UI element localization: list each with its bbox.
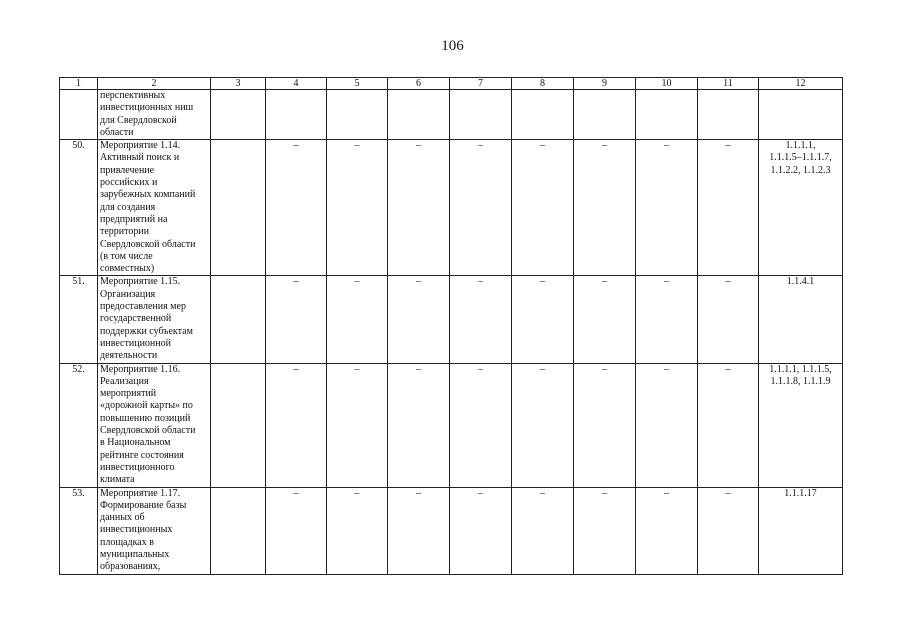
ref-line: 1.1.1.17 xyxy=(784,487,817,499)
table-row xyxy=(60,90,843,140)
measure-name-line: для Свердловской xyxy=(100,114,177,126)
target-indicator-refs xyxy=(759,140,843,276)
measure-name-line: для создания xyxy=(100,201,156,213)
measure-name-line: деятельности xyxy=(100,350,158,362)
measure-name-line: инвестиционной xyxy=(100,337,171,349)
cell-col-6: – xyxy=(388,276,450,363)
measure-name xyxy=(98,90,211,140)
ref-line: 1.1.1.1, xyxy=(785,140,816,152)
cell-col-6 xyxy=(388,90,450,140)
cell-col-6: – xyxy=(388,363,450,487)
measure-name-line: перспективных xyxy=(100,90,166,101)
cell-col-4: – xyxy=(266,140,327,276)
cell-col-9: – xyxy=(574,276,636,363)
measure-name-line: образованиях, xyxy=(100,561,161,573)
target-indicator-refs xyxy=(759,363,843,487)
measure-name-line: привлечение xyxy=(100,164,155,176)
measure-name-line: государственной xyxy=(100,313,172,325)
cell-col-10 xyxy=(636,90,698,140)
cell-col-11 xyxy=(698,90,759,140)
cell-col-7: – xyxy=(450,363,512,487)
measure-name-line: инвестиционных ниш xyxy=(100,102,194,114)
ref-line: 1.1.1.1, 1.1.1.5, xyxy=(769,363,832,375)
measures-table xyxy=(59,77,843,575)
table-row xyxy=(60,363,843,487)
table-body xyxy=(60,90,843,575)
cell-col-9: – xyxy=(574,363,636,487)
measure-name-line: области xyxy=(100,126,134,138)
measure-name-line: Мероприятие 1.17. xyxy=(100,487,181,499)
measure-name-line: повышению позиций xyxy=(100,412,191,424)
measure-name-line: Свердловской области xyxy=(100,425,196,437)
measure-name-line: данных об xyxy=(100,512,145,524)
target-indicator-refs xyxy=(759,276,843,363)
row-number: 53. xyxy=(60,487,98,574)
cell-col-9: – xyxy=(574,487,636,574)
measure-name-line: поддержки субъектам xyxy=(100,325,193,337)
table-row xyxy=(60,487,843,574)
cell-col-7: – xyxy=(450,487,512,574)
cell-col-3 xyxy=(211,90,266,140)
cell-col-8: – xyxy=(512,363,574,487)
column-header: 10 xyxy=(636,78,698,90)
column-header: 8 xyxy=(512,78,574,90)
measure-name-line: Мероприятие 1.16. xyxy=(100,363,181,375)
cell-col-6: – xyxy=(388,140,450,276)
cell-col-3 xyxy=(211,140,266,276)
measure-name xyxy=(98,487,211,574)
cell-col-11: – xyxy=(698,276,759,363)
row-number: 51. xyxy=(60,276,98,363)
measure-name-line: Реализация xyxy=(100,375,149,387)
ref-line: 1.1.1.8, 1.1.1.9 xyxy=(770,375,831,387)
cell-col-5: – xyxy=(327,487,388,574)
ref-line: 1.1.4.1 xyxy=(786,276,815,288)
cell-col-11: – xyxy=(698,363,759,487)
cell-col-11: – xyxy=(698,487,759,574)
cell-col-8: – xyxy=(512,276,574,363)
measure-name-line: мероприятий xyxy=(100,388,157,400)
row-number xyxy=(60,90,98,140)
cell-col-8 xyxy=(512,90,574,140)
column-header: 6 xyxy=(388,78,450,90)
measure-name-line: «дорожной карты» по xyxy=(100,400,193,412)
measure-name-line: Организация xyxy=(100,288,156,300)
column-header: 12 xyxy=(759,78,843,90)
cell-col-8: – xyxy=(512,140,574,276)
cell-col-5: – xyxy=(327,276,388,363)
measure-name-line: рейтинге состояния xyxy=(100,449,184,461)
cell-col-4: – xyxy=(266,363,327,487)
measure-name-line: российских и xyxy=(100,177,158,189)
cell-col-4 xyxy=(266,90,327,140)
cell-col-9: – xyxy=(574,140,636,276)
measure-name xyxy=(98,140,211,276)
cell-col-6: – xyxy=(388,487,450,574)
cell-col-3 xyxy=(211,487,266,574)
column-header: 3 xyxy=(211,78,266,90)
target-indicator-refs xyxy=(759,487,843,574)
measure-name-line: предоставления мер xyxy=(100,301,186,313)
cell-col-7 xyxy=(450,90,512,140)
measure-name-line: инвестиционных xyxy=(100,524,173,536)
measure-name-line: инвестиционного xyxy=(100,461,175,473)
table-row xyxy=(60,140,843,276)
cell-col-10: – xyxy=(636,140,698,276)
cell-col-10: – xyxy=(636,487,698,574)
column-header: 2 xyxy=(98,78,211,90)
row-number: 50. xyxy=(60,140,98,276)
measure-name-line: территории xyxy=(100,226,150,238)
ref-line: 1.1.2.2, 1.1.2.3 xyxy=(770,164,831,176)
cell-col-11: – xyxy=(698,140,759,276)
column-header: 9 xyxy=(574,78,636,90)
measure-name-line: Мероприятие 1.15. xyxy=(100,276,181,288)
cell-col-3 xyxy=(211,276,266,363)
column-header: 7 xyxy=(450,78,512,90)
cell-col-5: – xyxy=(327,363,388,487)
measure-name xyxy=(98,276,211,363)
measure-name-line: совместных) xyxy=(100,263,155,275)
cell-col-7: – xyxy=(450,140,512,276)
column-header: 11 xyxy=(698,78,759,90)
measure-name-line: зарубежных компаний xyxy=(100,189,196,201)
cell-col-9 xyxy=(574,90,636,140)
column-header: 1 xyxy=(60,78,98,90)
measure-name xyxy=(98,363,211,487)
measure-name-line: (в том числе xyxy=(100,250,153,262)
table-row xyxy=(60,276,843,363)
cell-col-10: – xyxy=(636,276,698,363)
measure-name-line: Мероприятие 1.14. xyxy=(100,140,181,152)
measure-name-line: Активный поиск и xyxy=(100,152,180,164)
measure-name-line: Формирование базы xyxy=(100,499,187,511)
target-indicator-refs xyxy=(759,90,843,140)
column-header: 4 xyxy=(266,78,327,90)
row-number: 52. xyxy=(60,363,98,487)
measure-name-line: муниципальных xyxy=(100,548,170,560)
measure-name-line: площадках в xyxy=(100,536,154,548)
measure-name-line: климата xyxy=(100,474,135,486)
cell-col-5 xyxy=(327,90,388,140)
header-row xyxy=(60,78,843,90)
cell-col-8: – xyxy=(512,487,574,574)
cell-col-5: – xyxy=(327,140,388,276)
cell-col-3 xyxy=(211,363,266,487)
cell-col-7: – xyxy=(450,276,512,363)
measure-name-line: предприятий на xyxy=(100,213,168,225)
cell-col-4: – xyxy=(266,487,327,574)
column-header: 5 xyxy=(327,78,388,90)
ref-line: 1.1.1.5–1.1.1.7, xyxy=(769,152,832,164)
page-number: 106 xyxy=(441,38,464,54)
measure-name-line: в Национальном xyxy=(100,437,171,449)
cell-col-4: – xyxy=(266,276,327,363)
cell-col-10: – xyxy=(636,363,698,487)
measure-name-line: Свердловской области xyxy=(100,238,196,250)
